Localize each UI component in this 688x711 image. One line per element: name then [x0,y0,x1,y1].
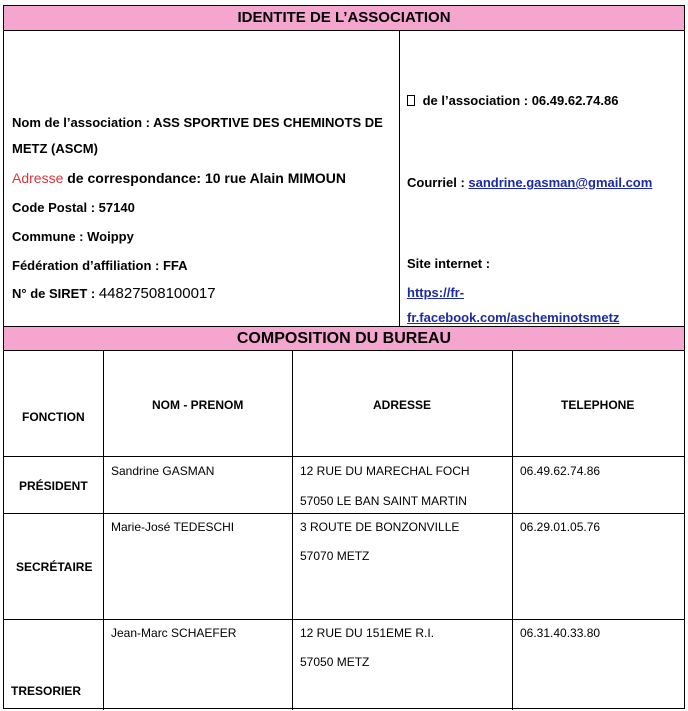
row-divider [4,513,684,514]
website-label: Site internet : [407,256,491,271]
column-divider [103,351,104,710]
table-row-telephone: 06.31.40.33.80 [520,626,601,640]
identity-right-panel [407,31,682,326]
table-row-adresse-line2: 57070 METZ [300,549,370,563]
email [407,175,652,190]
identity-header: IDENTITE DE L’ASSOCIATION [4,6,684,31]
email-label: Courriel : [407,175,469,190]
correspondence-address [12,170,346,186]
address-label: Adresse [12,170,64,186]
table-row-telephone: 06.49.62.74.86 [520,464,601,478]
row-divider [4,456,684,457]
table-row-adresse-line2: 57050 METZ [300,655,370,669]
column-divider [512,351,513,710]
association-form [3,5,685,709]
table-row-adresse-line1: 12 RUE DU MARECHAL FOCH [300,464,470,478]
phone-icon [407,95,415,106]
table-row-telephone: 06.29.01.05.76 [520,520,601,534]
association-name-line2: METZ (ASCM) [12,141,98,156]
table-row-fonction: SECRÉTAIRE [16,560,93,574]
address-value: de correspondance: 10 rue Alain MIMOUN [63,170,347,186]
column-header-telephone: TELEPHONE [561,398,635,412]
identity-divider [399,31,400,326]
table-row-nom: Sandrine GASMAN [111,464,215,478]
table-row-nom: Marie-José TEDESCHI [111,520,235,534]
table-row-adresse-line2: 57050 LE BAN SAINT MARTIN [300,494,467,508]
postal-code: Code Postal : 57140 [12,200,135,215]
federation: Fédération d’affiliation : FFA [12,258,188,273]
siret-value: 44827508100017 [98,285,216,302]
table-row-fonction: TRESORIER [11,684,82,698]
identity-left-panel [12,31,397,326]
row-divider [4,619,684,620]
website-link-line2[interactable]: fr.facebook.com/ascheminotsmetz [407,310,620,325]
siret-label: N° de SIRET : [12,286,99,301]
email-link[interactable]: sandrine.gasman@gmail.com [468,175,653,190]
website-link-line1[interactable]: https://fr- [407,285,465,300]
column-header-adresse: ADRESSE [373,398,432,412]
column-divider [292,351,293,710]
association-phone-text: de l’association : 06.49.62.74.86 [419,93,619,108]
bureau-header: COMPOSITION DU BUREAU [4,326,684,351]
table-row-fonction: PRÉSIDENT [19,479,88,493]
table-row-nom: Jean-Marc SCHAEFER [111,626,237,640]
association-phone [407,93,618,108]
column-header-nom: NOM - PRENOM [152,398,244,412]
website-link[interactable] [407,285,464,300]
table-row-adresse-line1: 12 RUE DU 151EME R.I. [300,626,435,640]
website-link-continued[interactable] [407,310,619,325]
association-name-line1: Nom de l’association : ASS SPORTIVE DES CHEMINOTS DE [12,115,383,130]
siret [12,285,216,302]
column-header-fonction: FONCTION [22,410,85,424]
commune: Commune : Woippy [12,229,134,244]
table-row-adresse-line1: 3 ROUTE DE BONZONVILLE [300,520,460,534]
